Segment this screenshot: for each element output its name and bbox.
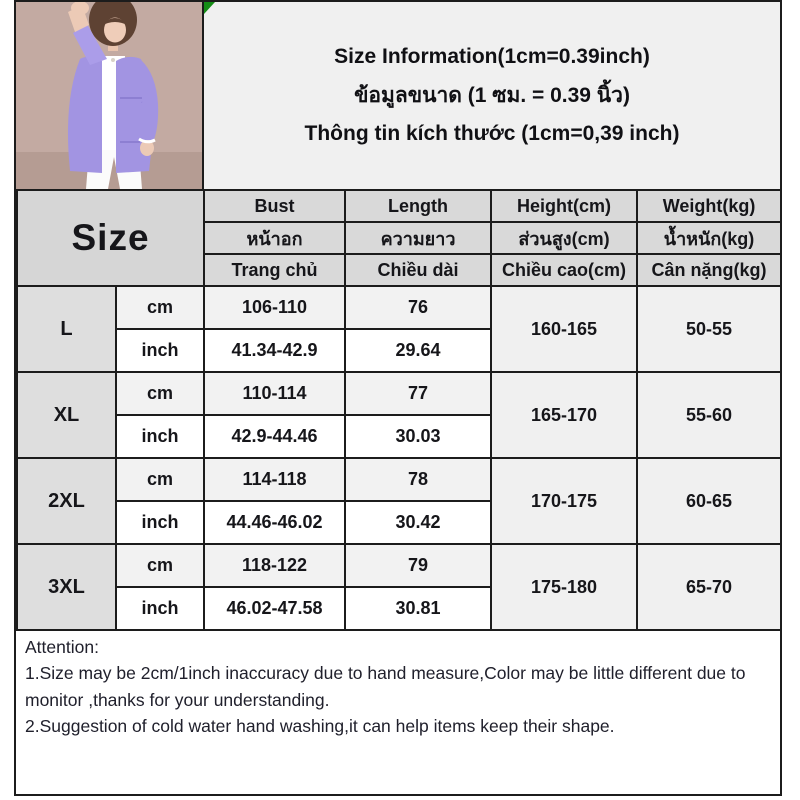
title-thai: ข้อมูลขนาด (1 ซม. = 0.39 นิ้ว) (354, 84, 630, 107)
unit-label: inch (116, 587, 204, 630)
cell-length: 29.64 (345, 329, 491, 372)
attention-heading: Attention: (25, 637, 99, 657)
cell-bust: 41.34-42.9 (204, 329, 345, 372)
col-header-weight-en: Weight(kg) (637, 190, 781, 222)
top-section (16, 2, 780, 189)
product-photo (16, 2, 204, 189)
unit-label: cm (116, 286, 204, 329)
cell-height: 165-170 (491, 372, 637, 458)
attention-box (16, 631, 780, 794)
col-header-bust-th: หน้าอก (204, 222, 345, 254)
unit-label: inch (116, 415, 204, 458)
col-header-length-vi: Chiều dài (345, 254, 491, 286)
col-header-length-th: ความยาว (345, 222, 491, 254)
unit-label: cm (116, 372, 204, 415)
cell-height: 175-180 (491, 544, 637, 630)
col-header-height-vi: Chiều cao(cm) (491, 254, 637, 286)
attention-note: 1.Size may be 2cm/1inch inaccuracy due to hand measure,Color may be little different due to monitor ,thanks for your understanding. (25, 663, 746, 710)
cell-bust: 114-118 (204, 458, 345, 501)
col-header-weight-vi: Cân nặng(kg) (637, 254, 781, 286)
size-chart-panel (14, 0, 782, 796)
title-block (204, 2, 780, 189)
cell-height: 170-175 (491, 458, 637, 544)
cell-height: 160-165 (491, 286, 637, 372)
cell-length: 77 (345, 372, 491, 415)
title-vietnamese: Thông tin kích thước (1cm=0,39 inch) (304, 122, 680, 145)
size-table (16, 189, 782, 631)
col-header-weight-th: น้ำหนัก(kg) (637, 222, 781, 254)
cell-length: 30.81 (345, 587, 491, 630)
col-header-height-en: Height(cm) (491, 190, 637, 222)
table-row-2xl-cm (17, 458, 781, 501)
cell-bust: 44.46-46.02 (204, 501, 345, 544)
unit-label: inch (116, 329, 204, 372)
col-header-bust-en: Bust (204, 190, 345, 222)
cell-length: 79 (345, 544, 491, 587)
cell-weight: 55-60 (637, 372, 781, 458)
col-header-bust-vi: Trang chủ (204, 254, 345, 286)
size-corner-header: Size (17, 190, 204, 286)
header-row-english (17, 190, 781, 222)
cell-bust: 46.02-47.58 (204, 587, 345, 630)
size-label-3xl: 3XL (17, 544, 116, 630)
cell-weight: 65-70 (637, 544, 781, 630)
cell-weight: 50-55 (637, 286, 781, 372)
cell-bust: 42.9-44.46 (204, 415, 345, 458)
unit-label: cm (116, 458, 204, 501)
cell-bust: 106-110 (204, 286, 345, 329)
unit-label: cm (116, 544, 204, 587)
attention-note: 2.Suggestion of cold water hand washing,it can help items keep their shape. (25, 715, 615, 736)
green-corner-icon (204, 2, 215, 14)
cell-bust: 118-122 (204, 544, 345, 587)
cell-weight: 60-65 (637, 458, 781, 544)
title-english: Size Information(1cm=0.39inch) (334, 45, 650, 68)
size-label-2xl: 2XL (17, 458, 116, 544)
table-row-l-cm (17, 286, 781, 329)
size-label-l: L (17, 286, 116, 372)
table-row-3xl-cm (17, 544, 781, 587)
cell-length: 30.03 (345, 415, 491, 458)
product-photo-illustration (16, 2, 202, 189)
table-row-xl-cm (17, 372, 781, 415)
col-header-height-th: ส่วนสูง(cm) (491, 222, 637, 254)
col-header-length-en: Length (345, 190, 491, 222)
cell-length: 30.42 (345, 501, 491, 544)
unit-label: inch (116, 501, 204, 544)
cell-bust: 110-114 (204, 372, 345, 415)
size-label-xl: XL (17, 372, 116, 458)
cell-length: 76 (345, 286, 491, 329)
cell-length: 78 (345, 458, 491, 501)
